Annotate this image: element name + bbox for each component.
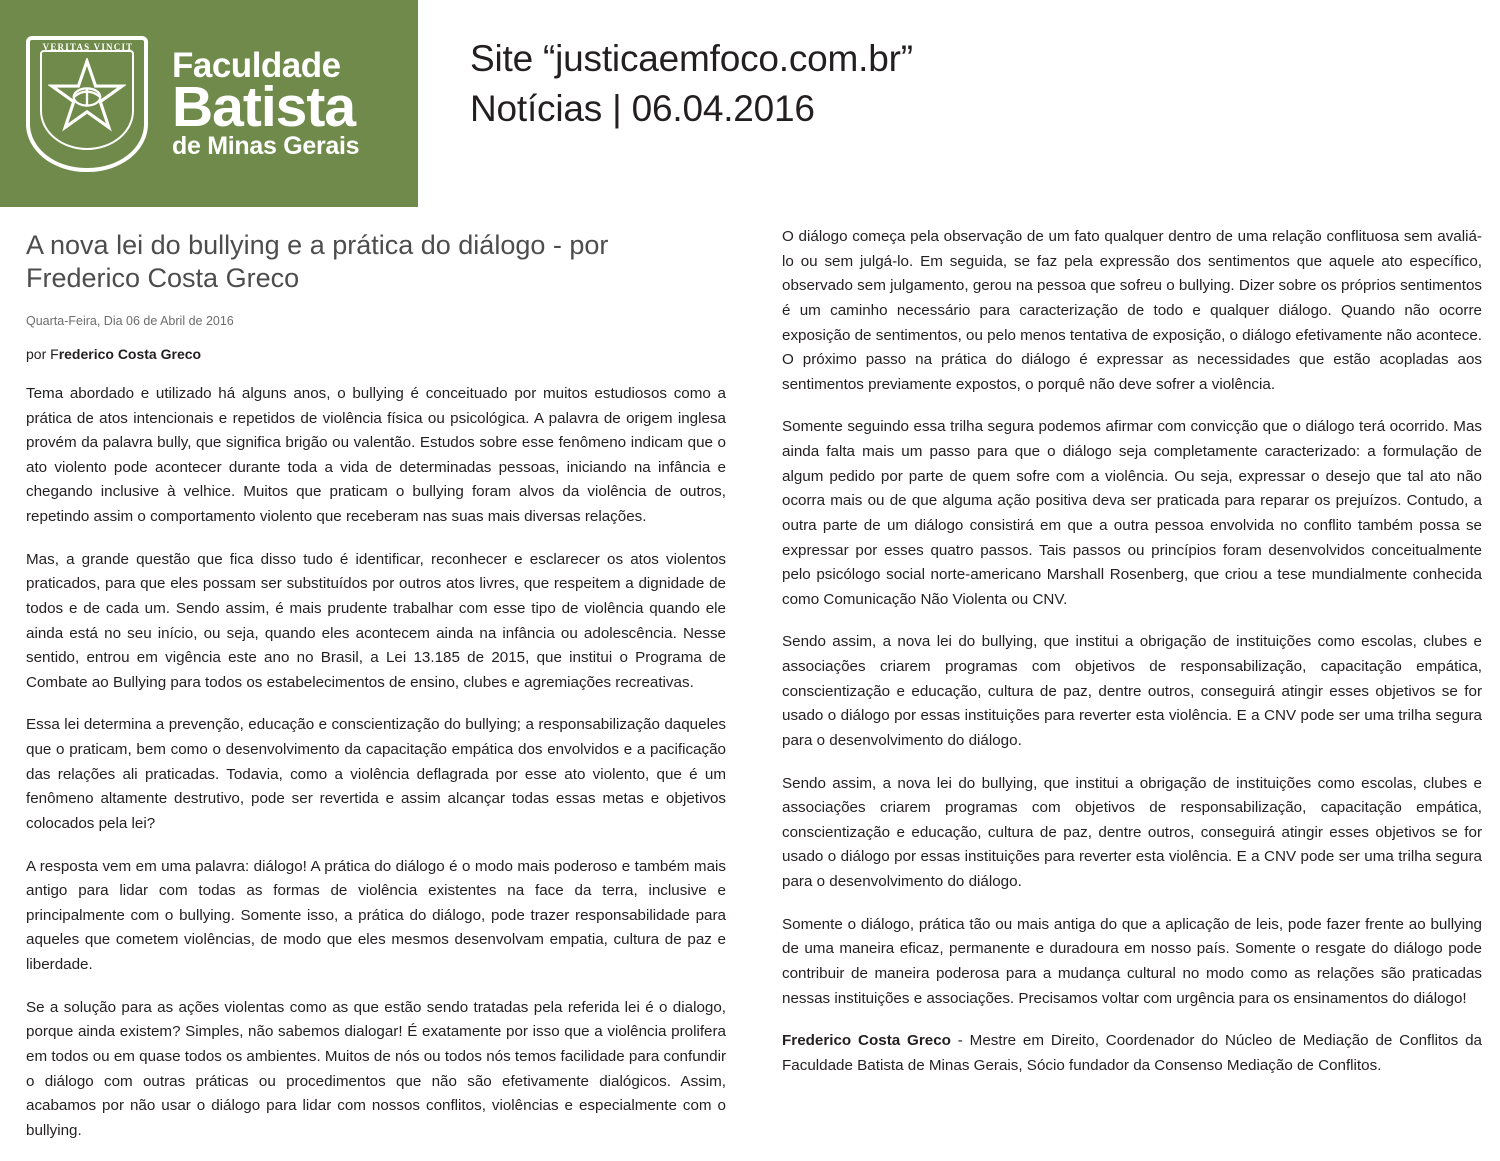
star-emblem-icon (48, 58, 126, 136)
left-column (26, 225, 726, 1161)
article-byline (26, 346, 726, 362)
brand-line-minas-gerais: de Minas Gerais (172, 132, 360, 160)
byline-prefix: por F (26, 345, 59, 362)
brand-line-batista: Batista (172, 75, 356, 139)
paragraph: Somente o diálogo, prática tão ou mais antiga do que a aplicação de leis, pode fazer frente ao bullying de uma maneira eficaz, permanente e duradoura em nosso país. Somente o resgate do diálogo pode contribuir de maneira poderosa para a mudança cultural no modo como as relações são praticadas nessas instituições e associações. Precisamos voltar com urgência para os ensinamentos do diálogo! (782, 915, 1482, 1007)
right-column (782, 225, 1482, 1161)
paragraph: Mas, a grande questão que fica disso tudo é identificar, reconhecer e esclarecer os atos violentos praticados, para que eles possam ser substituídos por outros atos livres, que respeitem a dignidade de todos e de cada um. Sendo assim, é mais prudente trabalhar com esse tipo de violência quando ele ainda está no seu início, ou seja, quando eles acontecem ainda na infância ou adolescência. Nesse sentido, entrou em vigência este ano no Brasil, a Lei 13.185 de 2015, que institui o Programa de Combate ao Bullying para todos os estabelecimentos de ensino, clubes e agremiações recreativas. (26, 550, 726, 691)
paragraph: Somente seguindo essa trilha segura podemos afirmar com convicção que o diálogo terá ocorrido. Mas ainda falta mais um passo para que o diálogo seja completamente caracterizado: a formulação de algum pedido por parte de quem sofre com a violência. Ou seja, expressar o desejo que tal ato não ocorra mais ou de que alguma ação positiva deva ser praticada para reparar os prejuízos. Contudo, a outra parte de um diálogo consistirá em que a outra pessoa envolvida no conflito também possa se expressar por esses quatro passos. Tais passos ou princípios foram desenvolvidos conceitualmente pelo psicólogo social norte-americano Marshall Rosenberg, que criou a tese mundialmente conhecida como Comunicação Não Violenta ou CNV. (782, 418, 1482, 608)
paragraph: Sendo assim, a nova lei do bullying, que institui a obrigação de instituições como escolas, clubes e associações criarem programas com objetivos de responsabilização, capacitação empática, conscientização e educação, cultura de paz, dentre outros, conseguirá atingir esses objetivos se for usado o diálogo por essas instituições para reverter esta violência. E a CNV pode ser uma trilha segura para o desenvolvimento do diálogo. (782, 633, 1482, 749)
crest-motto-text: VERITAS VINCIT (42, 41, 134, 52)
brand-line-faculdade: Faculdade (172, 46, 341, 85)
header-subtitle: Notícias | 06.04.2016 (470, 88, 815, 129)
page-header (0, 0, 1500, 207)
article-title: A nova lei do bullying e a prática do diálogo - por Frederico Costa Greco (26, 230, 609, 294)
paragraph: A resposta vem em uma palavra: diálogo! A prática do diálogo é o modo mais poderoso e também mais antigo para lidar com todas as formas de violência existentes na face da terra, inclusive e principalmente com o bullying. Somente isso, a prática do diálogo, pode trazer responsabilidade para aqueles que cometem violências, de modo que eles mesmos desenvolvam empatia, cultura de paz e liberdade. (26, 857, 726, 974)
paragraph: Sendo assim, a nova lei do bullying, que institui a obrigação de instituições como escolas, clubes e associações criarem programas com objetivos de responsabilização, capacitação empática, conscientização e educação, cultura de paz, dentre outros, conseguirá atingir esses objetivos se for usado o diálogo por essas instituições para reverter esta violência. E a CNV pode ser uma trilha segura para o desenvolvimento do diálogo. (782, 774, 1482, 890)
brand-wordmark (172, 48, 361, 159)
paragraph: Tema abordado e utilizado há alguns anos, o bullying é conceituado por muitos estudiosos como a prática de atos intencionais e repetidos de violência física ou psicológica. A palavra de origem inglesa provém da palavra bully, que significa brigão ou valentão. Estudos sobre esse fenômeno indicam que o ato violento pode acontecer durante toda a vida de determinadas pessoas, iniciando na infância e chegando inclusive à velhice. Muitos que praticam o bullying foram alvos da violência de outros, repetindo assim o comportamento violento que receberam nas suas mais diversas relações. (26, 384, 726, 526)
header-title-block (418, 0, 1500, 207)
faculdade-batista-crest-icon (18, 28, 158, 180)
paragraph: O diálogo começa pela observação de um fato qualquer dentro de uma relação conflituosa sem avaliá-lo ou sem julgá-lo. Em seguida, se faz pela expressão dos sentimentos que aquele ato específico, observado sem julgamento, gerou na pessoa que sofreu o bullying. Dizer sobre os próprios sentimentos é um caminho necessário para caracterização de todo e qualquer diálogo. Quando não ocorre exposição de sentimentos, ou pelo menos tentativa de exposição, o diálogo efetivamente não acontece. O próximo passo na prática do diálogo é expressar as necessidades que estão acopladas aos sentimentos previamente expostos, o porquê não deve sofrer a violência. (782, 228, 1482, 393)
brand-block (0, 0, 418, 207)
signoff-author-name: Frederico Costa Greco (782, 1032, 951, 1050)
site-title: Site “justicaemfoco.com.br” (470, 38, 913, 79)
author-signoff (782, 1029, 1482, 1078)
article-date: Quarta-Feira, Dia 06 de Abril de 2016 (26, 313, 234, 328)
paragraph: Se a solução para as ações violentas como as que estão sendo tratadas pela referida lei é o dialogo, porque ainda existem? Simples, não sabemos dialogar! É exatamente por isso que a violência prolifera em todos ou em quase todos os ambientes. Muitos de nós ou todos nós temos facilidade para confundir o diálogo com outras práticas ou procedimentos que não são efetivamente dialógicos. Assim, acabamos por não usar o diálogo para lidar com nossos conflitos, violências e especialmente com o bullying. (26, 998, 726, 1139)
paragraph: Essa lei determina a prevenção, educação e conscientização do bullying; a responsabilização daqueles que o praticam, bem como o desenvolvimento da capacitação empática dos envolvidos e a pacificação das relações ali praticadas. Todavia, como a violência deflagrada por esse ato violento, que é um fenômeno altamente destrutivo, pode ser revertida e assim alcançar todas essas metas e objetivos colocados pela lei? (26, 716, 726, 832)
byline-author: rederico Costa Greco (58, 345, 202, 362)
signoff-description: - Mestre em Direito, Coordenador do Núcleo de Mediação de Conflitos da Faculdade Batista de Minas Gerais, Sócio fundador da Consenso Mediação de Conflitos. (782, 1032, 1482, 1074)
article-body (0, 207, 1500, 1161)
